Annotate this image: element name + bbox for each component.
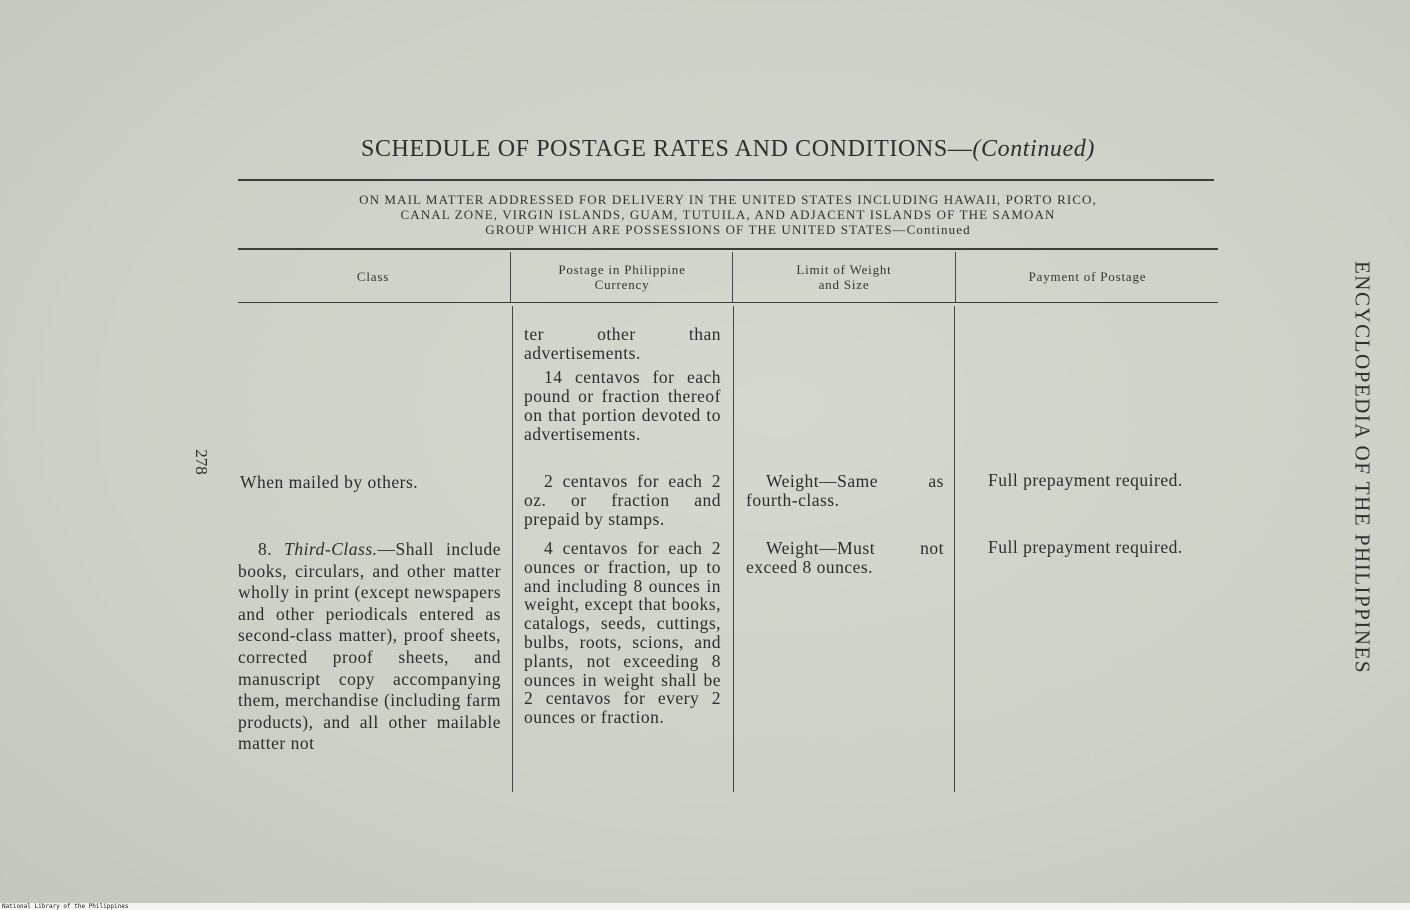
column-header-postage [512, 262, 732, 292]
header-top-rule [238, 248, 1218, 250]
header-divider-1 [510, 252, 511, 302]
others-postage-cell [524, 472, 721, 529]
third-class-description: —Shall include books, circulars, and other matter wholly in print (except newspapers and other periodicals entered as second-class matter), proof sheets, corrected proof sheets, and manuscript copy accompanying them, merchandise (including farm products), and all other mailable matter not [238, 539, 502, 754]
column-header-class [238, 269, 508, 284]
running-head: ENCYCLOPEDIA OF THE PHILIPPINES [1350, 260, 1375, 675]
header-divider-3 [955, 252, 956, 302]
continued-postage-cell [524, 325, 721, 444]
body-divider-2 [733, 306, 734, 792]
third-class-cell [238, 539, 501, 755]
subheading-line-2: CANAL ZONE, VIRGIN ISLANDS, GUAM, TUTUILA, AND ADJACENT ISLANDS OF THE SAMOAN [400, 207, 1056, 222]
third-payment-text: Full prepayment required. [988, 537, 1183, 557]
third-postage-text: 4 centavos for each 2 ounces or fraction, up to and including 8 ounces in weight, except that books, catalogs, seeds, cuttings, bulbs, roots, scions, and plants, not exceeding 8 ounces in weight shall be 2 centavos for every 2 ounces or fraction. [524, 538, 721, 728]
subheading-line-3: GROUP WHICH ARE POSSESSIONS OF THE UNITED STATES—Continued [485, 222, 971, 237]
continued-postage-text-2: 14 centavos for each pound or fraction thereof on that portion devoted to advertisements. [524, 367, 721, 444]
column-header-payment [957, 269, 1218, 284]
others-payment-text: Full prepayment required. [988, 470, 1183, 490]
scan-footer-strip [0, 903, 1410, 910]
third-payment-cell [968, 538, 1218, 557]
column-header-postage-line-2: Currency [594, 277, 650, 292]
column-header-limit-line-2: and Size [818, 277, 870, 292]
others-payment-cell [968, 471, 1218, 490]
third-class-number: 8. [258, 539, 273, 559]
top-rule [238, 179, 1214, 181]
column-header-class-label: Class [356, 269, 390, 284]
column-header-limit-line-1: Limit of Weight [796, 262, 892, 277]
third-class-text [238, 539, 501, 755]
subheading-line-1: ON MAIL MATTER ADDRESSED FOR DELIVERY IN THE UNITED STATES INCLUDING HAWAII, PORTO RICO, [359, 192, 1097, 207]
scan-credit: National Library of the Philippines [2, 903, 129, 910]
header-divider-2 [732, 252, 733, 302]
others-limit-text: Weight—Same as fourth-class. [746, 471, 944, 510]
title-main: SCHEDULE OF POSTAGE RATES AND CONDITIONS— [361, 136, 973, 162]
column-header-postage-line-1: Postage in Philippine [558, 262, 686, 277]
column-header-limit [734, 262, 954, 292]
third-limit-text: Weight—Must not exceed 8 ounces. [746, 538, 944, 577]
others-class-text: When mailed by others. [240, 472, 419, 492]
third-class-name: Third-Class. [284, 539, 378, 559]
others-postage-text: 2 centavos for each 2 oz. or fraction and prepaid by stamps. [524, 471, 721, 529]
page-number: 278 [192, 449, 211, 475]
table-subheading [238, 192, 1218, 237]
third-limit-cell [746, 539, 944, 577]
continued-postage-text-1: ter other than advertisements. [524, 324, 721, 363]
body-divider-3 [954, 306, 955, 792]
others-class-cell [240, 473, 502, 492]
column-header-payment-label: Payment of Postage [1028, 269, 1147, 284]
body-divider-1 [512, 306, 513, 792]
third-postage-cell [524, 539, 721, 727]
page-title [238, 136, 1218, 163]
header-bottom-rule [238, 302, 1218, 303]
title-continued: (Continued) [972, 136, 1095, 162]
others-limit-cell [746, 472, 944, 510]
